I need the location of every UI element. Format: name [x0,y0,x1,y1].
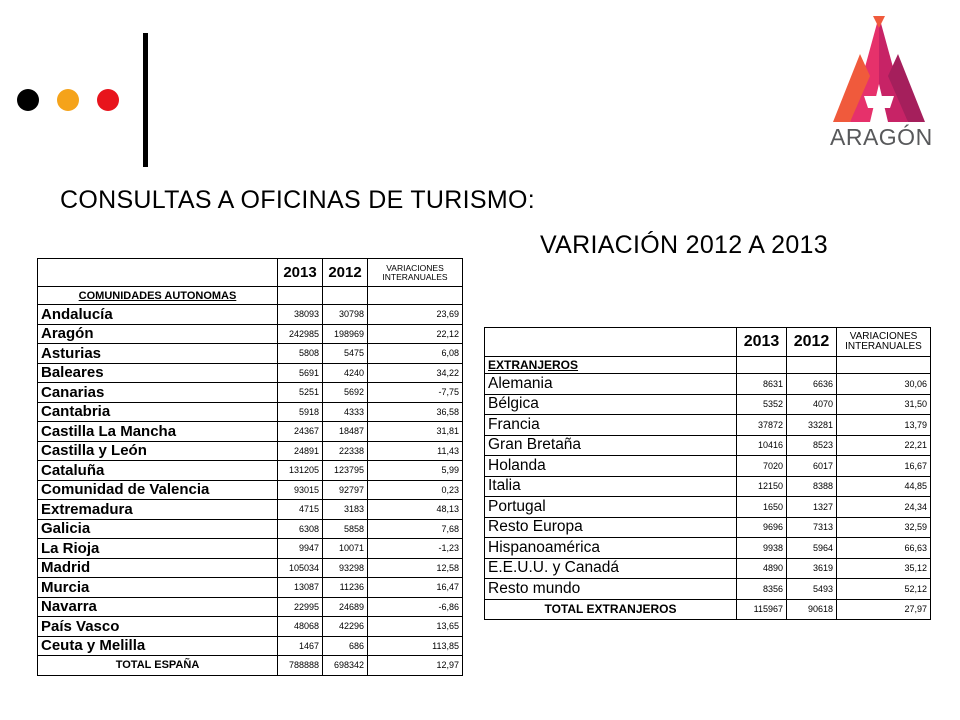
row-name: Galicia [38,519,278,539]
row-2013: 38093 [278,305,323,325]
row-2013: 24367 [278,422,323,442]
row-2013: 1650 [737,497,787,518]
row-2013: 9938 [737,538,787,559]
row-name: Bélgica [485,394,737,415]
row-2013: 7020 [737,456,787,477]
row-variation: 44,85 [837,476,931,497]
row-name: Resto mundo [485,579,737,600]
total-2012: 90618 [787,599,837,620]
col-2012-header: 2012 [787,328,837,357]
table-row [38,480,463,500]
row-name: Navarra [38,597,278,617]
row-2013: 93015 [278,480,323,500]
row-variation: 35,12 [837,558,931,579]
row-variation: 113,85 [368,636,463,656]
row-name: Portugal [485,497,737,518]
table-row [485,374,931,395]
section-row [38,287,463,305]
row-2012: 5692 [323,383,368,403]
table-header-row [38,259,463,287]
row-variation: 22,12 [368,324,463,344]
table-row [485,517,931,538]
row-name: Aragón [38,324,278,344]
row-2012: 198969 [323,324,368,344]
col-2012-header: 2012 [323,259,368,287]
table-row [485,497,931,518]
row-name: Comunidad de Valencia [38,480,278,500]
row-2012: 30798 [323,305,368,325]
table-row [38,617,463,637]
row-name: Andalucía [38,305,278,325]
row-2013: 5808 [278,344,323,364]
header-blank-cell [485,328,737,357]
row-name: País Vasco [38,617,278,637]
total-label: TOTAL EXTRANJEROS [485,599,737,620]
total-2013: 115967 [737,599,787,620]
total-label: TOTAL ESPAÑA [38,656,278,676]
row-2012: 18487 [323,422,368,442]
row-2012: 22338 [323,441,368,461]
table-row [485,538,931,559]
table-row [485,476,931,497]
row-name: Ceuta y Melilla [38,636,278,656]
table-row [38,363,463,383]
row-name: Asturias [38,344,278,364]
row-2012: 4333 [323,402,368,422]
row-name: Cataluña [38,461,278,481]
row-name: Francia [485,415,737,436]
row-variation: 16,67 [837,456,931,477]
total-variation: 27,97 [837,599,931,620]
row-name: Murcia [38,578,278,598]
table-row [485,435,931,456]
row-2013: 1467 [278,636,323,656]
row-name: Castilla y León [38,441,278,461]
total-row [485,599,931,620]
total-2013: 788888 [278,656,323,676]
row-variation: 16,47 [368,578,463,598]
row-2013: 4715 [278,500,323,520]
row-2012: 42296 [323,617,368,637]
row-2012: 1327 [787,497,837,518]
row-2013: 242985 [278,324,323,344]
table-row [485,394,931,415]
row-2012: 5493 [787,579,837,600]
table-row [38,305,463,325]
row-2013: 105034 [278,558,323,578]
section-label: EXTRANJEROS [485,357,737,374]
vertical-divider [143,33,148,167]
page-subtitle: VARIACIÓN 2012 A 2013 [540,231,828,259]
row-variation: 5,99 [368,461,463,481]
row-variation: 7,68 [368,519,463,539]
logo-text: ARAGÓN [830,124,933,150]
row-2013: 24891 [278,441,323,461]
row-2013: 48068 [278,617,323,637]
row-2012: 5475 [323,344,368,364]
row-2012: 3183 [323,500,368,520]
row-2012: 3619 [787,558,837,579]
row-name: Holanda [485,456,737,477]
row-variation: 30,06 [837,374,931,395]
row-2012: 11236 [323,578,368,598]
row-variation: 66,63 [837,538,931,559]
row-2013: 8356 [737,579,787,600]
col-2013-header: 2013 [737,328,787,357]
row-2013: 5691 [278,363,323,383]
row-variation: -7,75 [368,383,463,403]
row-name: Canarias [38,383,278,403]
row-variation: -1,23 [368,539,463,559]
row-variation: 32,59 [837,517,931,538]
table-row [38,422,463,442]
row-variation: 48,13 [368,500,463,520]
black-dot-icon [17,89,39,111]
table-row [485,579,931,600]
table-header-row [485,328,931,357]
row-2012: 6636 [787,374,837,395]
col-variation-header: VARIACIONES INTERANUALES [837,328,931,357]
total-row [38,656,463,676]
row-2013: 5352 [737,394,787,415]
table-row [38,344,463,364]
row-name: E.E.U.U. y Canadá [485,558,737,579]
row-2013: 5918 [278,402,323,422]
table-row [485,558,931,579]
row-name: Madrid [38,558,278,578]
row-2012: 686 [323,636,368,656]
row-2013: 10416 [737,435,787,456]
row-variation: 12,58 [368,558,463,578]
table-row [38,519,463,539]
row-name: Alemania [485,374,737,395]
table-row [38,383,463,403]
row-2013: 13087 [278,578,323,598]
table-row [38,636,463,656]
section-row [485,357,931,374]
row-variation: 34,22 [368,363,463,383]
row-variation: 31,50 [837,394,931,415]
row-2012: 8388 [787,476,837,497]
col-variation-header: VARIACIONES INTERANUALES [368,259,463,287]
row-name: Extremadura [38,500,278,520]
row-2013: 6308 [278,519,323,539]
row-2013: 4890 [737,558,787,579]
table-row [38,539,463,559]
col-2013-header: 2013 [278,259,323,287]
row-2013: 9696 [737,517,787,538]
table-row [485,456,931,477]
row-2013: 37872 [737,415,787,436]
row-2013: 8631 [737,374,787,395]
orange-dot-icon [57,89,79,111]
row-variation: 36,58 [368,402,463,422]
aragon-logo [830,14,933,150]
row-variation: 13,79 [837,415,931,436]
ccaa-table [37,258,463,676]
row-2012: 8523 [787,435,837,456]
aragon-logo-icon [830,14,928,122]
row-2012: 24689 [323,597,368,617]
total-variation: 12,97 [368,656,463,676]
row-2013: 131205 [278,461,323,481]
table-row [38,558,463,578]
row-2012: 4070 [787,394,837,415]
row-name: Hispanoamérica [485,538,737,559]
table-row [485,415,931,436]
row-2012: 5964 [787,538,837,559]
table-row [38,324,463,344]
row-2012: 92797 [323,480,368,500]
row-name: Gran Bretaña [485,435,737,456]
row-variation: 6,08 [368,344,463,364]
row-variation: 13,65 [368,617,463,637]
row-2012: 7313 [787,517,837,538]
row-variation: -6,86 [368,597,463,617]
row-2012: 123795 [323,461,368,481]
row-name: La Rioja [38,539,278,559]
row-variation: 23,69 [368,305,463,325]
row-2013: 22995 [278,597,323,617]
section-label: COMUNIDADES AUTONOMAS [38,287,278,305]
row-name: Baleares [38,363,278,383]
row-2012: 10071 [323,539,368,559]
row-2012: 33281 [787,415,837,436]
row-variation: 11,43 [368,441,463,461]
row-name: Italia [485,476,737,497]
row-variation: 52,12 [837,579,931,600]
row-variation: 22,21 [837,435,931,456]
row-variation: 0,23 [368,480,463,500]
table-row [38,597,463,617]
row-name: Cantabria [38,402,278,422]
total-2012: 698342 [323,656,368,676]
row-2013: 9947 [278,539,323,559]
table-row [38,402,463,422]
table-row [38,500,463,520]
row-name: Castilla La Mancha [38,422,278,442]
row-2012: 4240 [323,363,368,383]
row-2012: 5858 [323,519,368,539]
page-title: CONSULTAS A OFICINAS DE TURISMO: [60,186,535,214]
red-dot-icon [97,89,119,111]
table-row [38,441,463,461]
row-2012: 93298 [323,558,368,578]
row-2013: 5251 [278,383,323,403]
foreign-table [484,327,931,620]
header-blank-cell [38,259,278,287]
row-2012: 6017 [787,456,837,477]
row-2013: 12150 [737,476,787,497]
table-row [38,578,463,598]
row-variation: 24,34 [837,497,931,518]
row-variation: 31,81 [368,422,463,442]
table-row [38,461,463,481]
row-name: Resto Europa [485,517,737,538]
